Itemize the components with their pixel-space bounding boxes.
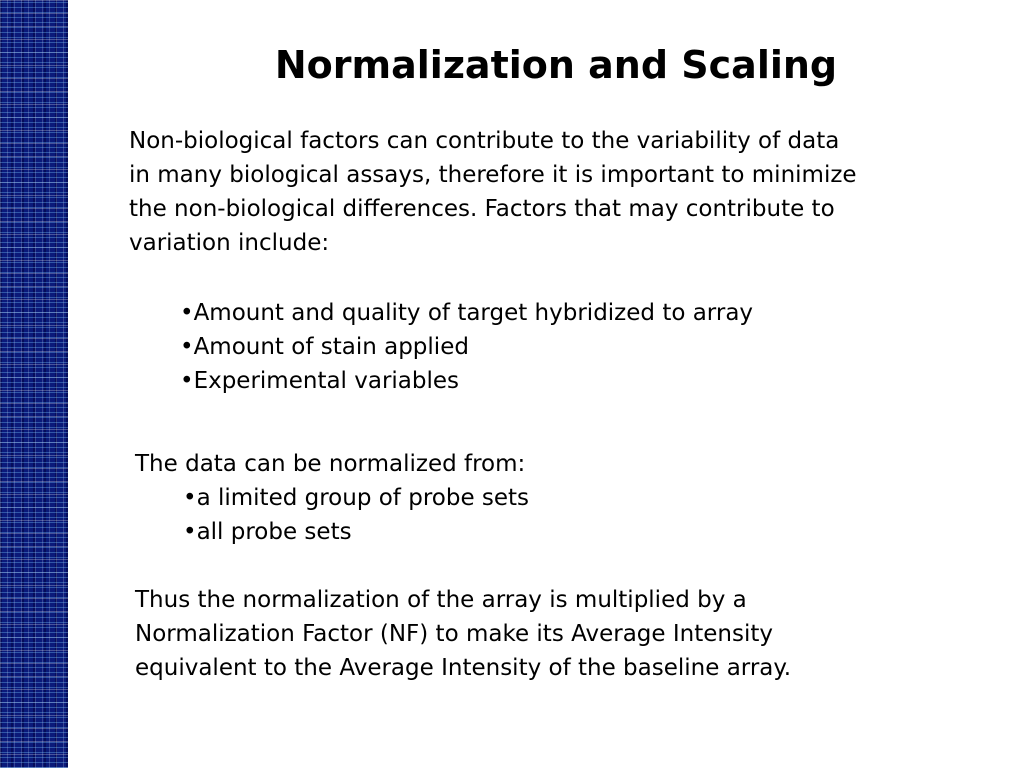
conclusion-line: equivalent to the Average Intensity of the baseline array. xyxy=(135,655,792,681)
conclusion-paragraph xyxy=(135,583,935,685)
slide-title xyxy=(68,40,1024,90)
conclusion-line: Normalization Factor (NF) to make its Average Intensity xyxy=(135,621,773,647)
normalized-from-heading xyxy=(135,447,915,481)
list-item: •Amount of stain applied xyxy=(180,334,469,360)
slide-title-text: Normalization and Scaling xyxy=(274,43,838,87)
intro-line: in many biological assays, therefore it is important to minimize xyxy=(129,162,857,188)
list-item: •all probe sets xyxy=(183,519,352,545)
list-item: •Experimental variables xyxy=(180,368,460,394)
microarray-image-strip xyxy=(0,0,68,768)
list-item: •a limited group of probe sets xyxy=(183,485,530,511)
list-item: •Amount and quality of target hybridized to array xyxy=(180,300,754,326)
intro-line: variation include: xyxy=(129,230,330,256)
variation-factors-list xyxy=(180,296,960,398)
intro-line: the non-biological differences. Factors that may contribute to xyxy=(129,196,835,222)
normalized-from-list xyxy=(183,481,963,549)
conclusion-line: Thus the normalization of the array is multiplied by a xyxy=(135,587,747,613)
normalized-from-heading-text: The data can be normalized from: xyxy=(135,451,526,477)
intro-line: Non-biological factors can contribute to the variability of data xyxy=(129,128,840,154)
intro-paragraph xyxy=(129,124,999,260)
